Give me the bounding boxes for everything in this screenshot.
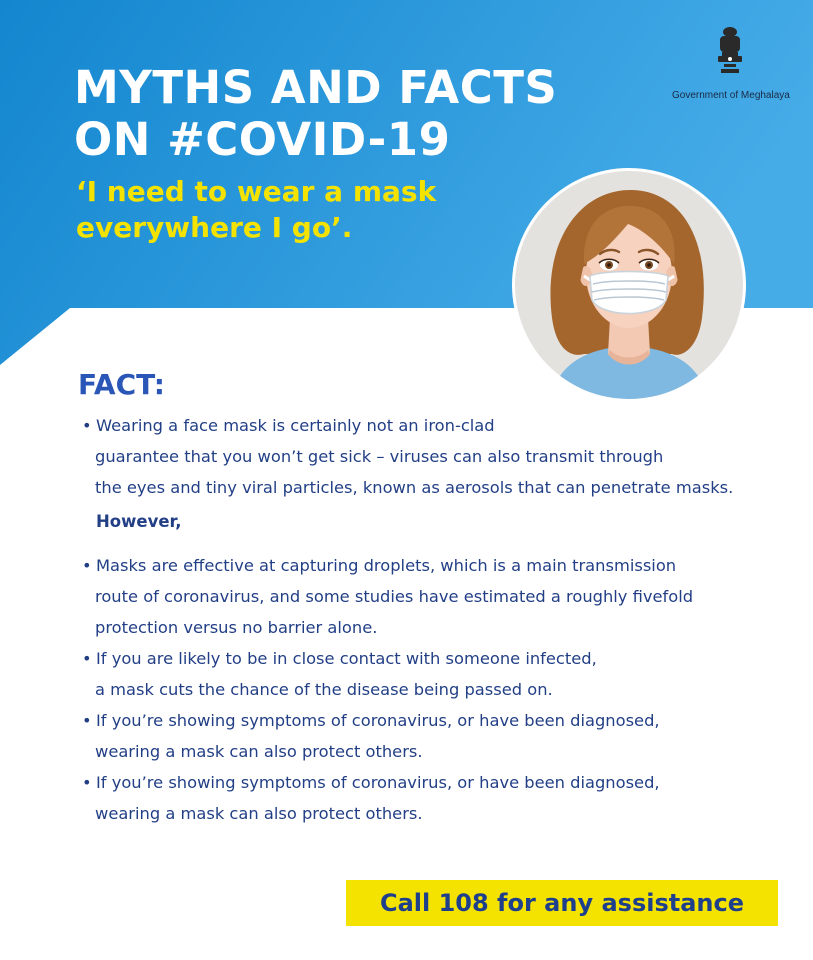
bullet-dot: •	[82, 556, 92, 575]
intro-bullet	[82, 410, 782, 503]
helpline-banner	[346, 880, 778, 926]
woman-wearing-mask-illustration	[512, 168, 746, 402]
intro-line-1: Wearing a face mask is certainly not an iron-clad	[96, 416, 495, 435]
list-item	[82, 705, 792, 767]
intro-line-2: guarantee that you won’t get sick – viruses can also transmit through	[95, 447, 664, 466]
myth-statement	[76, 174, 436, 246]
myth-line-1: ‘I need to wear a mask	[76, 175, 437, 208]
intro-line-3: the eyes and tiny viral particles, known as aerosols that can penetrate masks.	[95, 478, 734, 497]
list-item-line: protection versus no barrier alone.	[95, 618, 378, 637]
list-item-line: If you’re showing symptoms of coronavirus, or have been diagnosed,	[96, 773, 660, 792]
intro-bullet-text	[96, 410, 782, 503]
bullet-dot: •	[82, 649, 92, 668]
fact-heading: FACT:	[78, 368, 165, 401]
bullet-dot: •	[82, 711, 92, 730]
helpline-text: Call 108 for any assistance	[379, 889, 744, 917]
title-line-2: ON #COVID-19	[74, 113, 451, 166]
government-emblem	[672, 26, 790, 101]
list-item-text	[96, 705, 792, 767]
list-item-text	[96, 643, 792, 705]
list-item-text	[96, 550, 792, 643]
list-item-text	[96, 767, 792, 829]
list-item-line: wearing a mask can also protect others.	[95, 742, 423, 761]
national-emblem-icon	[713, 26, 747, 84]
bullet-dot: •	[82, 773, 92, 792]
title-line-1: MYTHS AND FACTS	[74, 61, 558, 114]
fact-bullet-list	[82, 550, 792, 829]
list-item-line: If you’re showing symptoms of coronavirus, or have been diagnosed,	[96, 711, 660, 730]
list-item-line: If you are likely to be in close contact with someone infected,	[96, 649, 597, 668]
myth-line-2: everywhere I go’.	[76, 211, 353, 244]
poster-title	[74, 62, 557, 166]
list-item-line: wearing a mask can also protect others.	[95, 804, 423, 823]
list-item	[82, 550, 792, 643]
list-item	[82, 643, 792, 705]
list-item-line: Masks are effective at capturing droplets, which is a main transmission	[96, 556, 677, 575]
list-item-line: a mask cuts the chance of the disease being passed on.	[95, 680, 553, 699]
emblem-caption: Government of Meghalaya	[672, 90, 790, 101]
list-item-line: route of coronavirus, and some studies have estimated a roughly fivefold	[95, 587, 694, 606]
however-label: However,	[96, 512, 182, 531]
list-item	[82, 767, 792, 829]
bullet-dot: •	[82, 416, 92, 435]
